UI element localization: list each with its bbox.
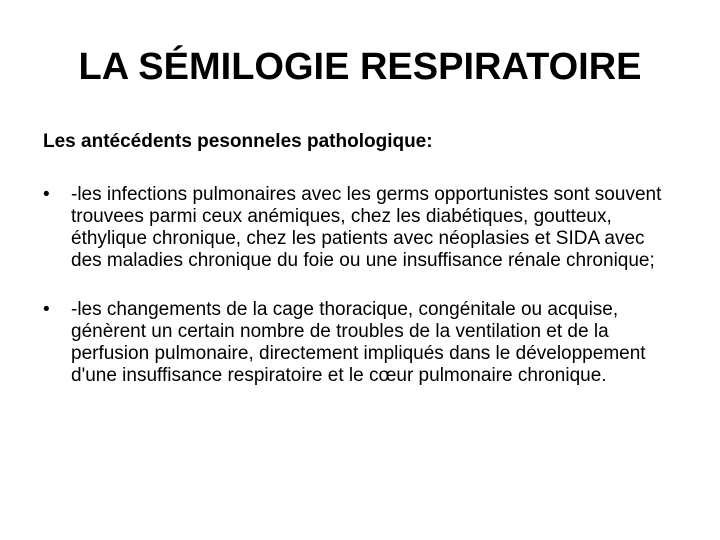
bullet-marker: • <box>43 184 50 205</box>
bullet-text: -les infections pulmonaires avec les germs opportunistes sont souvent trouvees parmi ceux anémiques, chez les diabétiques, goutteux, éthylique chronique, chez les patients avec néoplasies et SIDA avec des maladies chronique du foie ou une insuffisance rénale chronique; <box>71 184 662 271</box>
bullet-list <box>0 184 720 387</box>
slide-subtitle: Les antécédents pesonneles pathologique: <box>43 131 433 152</box>
bullet-text: -les changements de la cage thoracique, congénitale ou acquise, génèrent un certain nombre de troubles de la ventilation et de la perfusion pulmonaire, directement impliqués dans le développement d'une insuffisance respiratoire et le cœur pulmonaire chronique. <box>71 299 646 386</box>
slide-title: LA SÉMILOGIE RESPIRATOIRE <box>78 46 642 88</box>
bullet-item <box>0 184 720 272</box>
bullet-item <box>0 299 720 387</box>
bullet-marker: • <box>43 299 50 320</box>
